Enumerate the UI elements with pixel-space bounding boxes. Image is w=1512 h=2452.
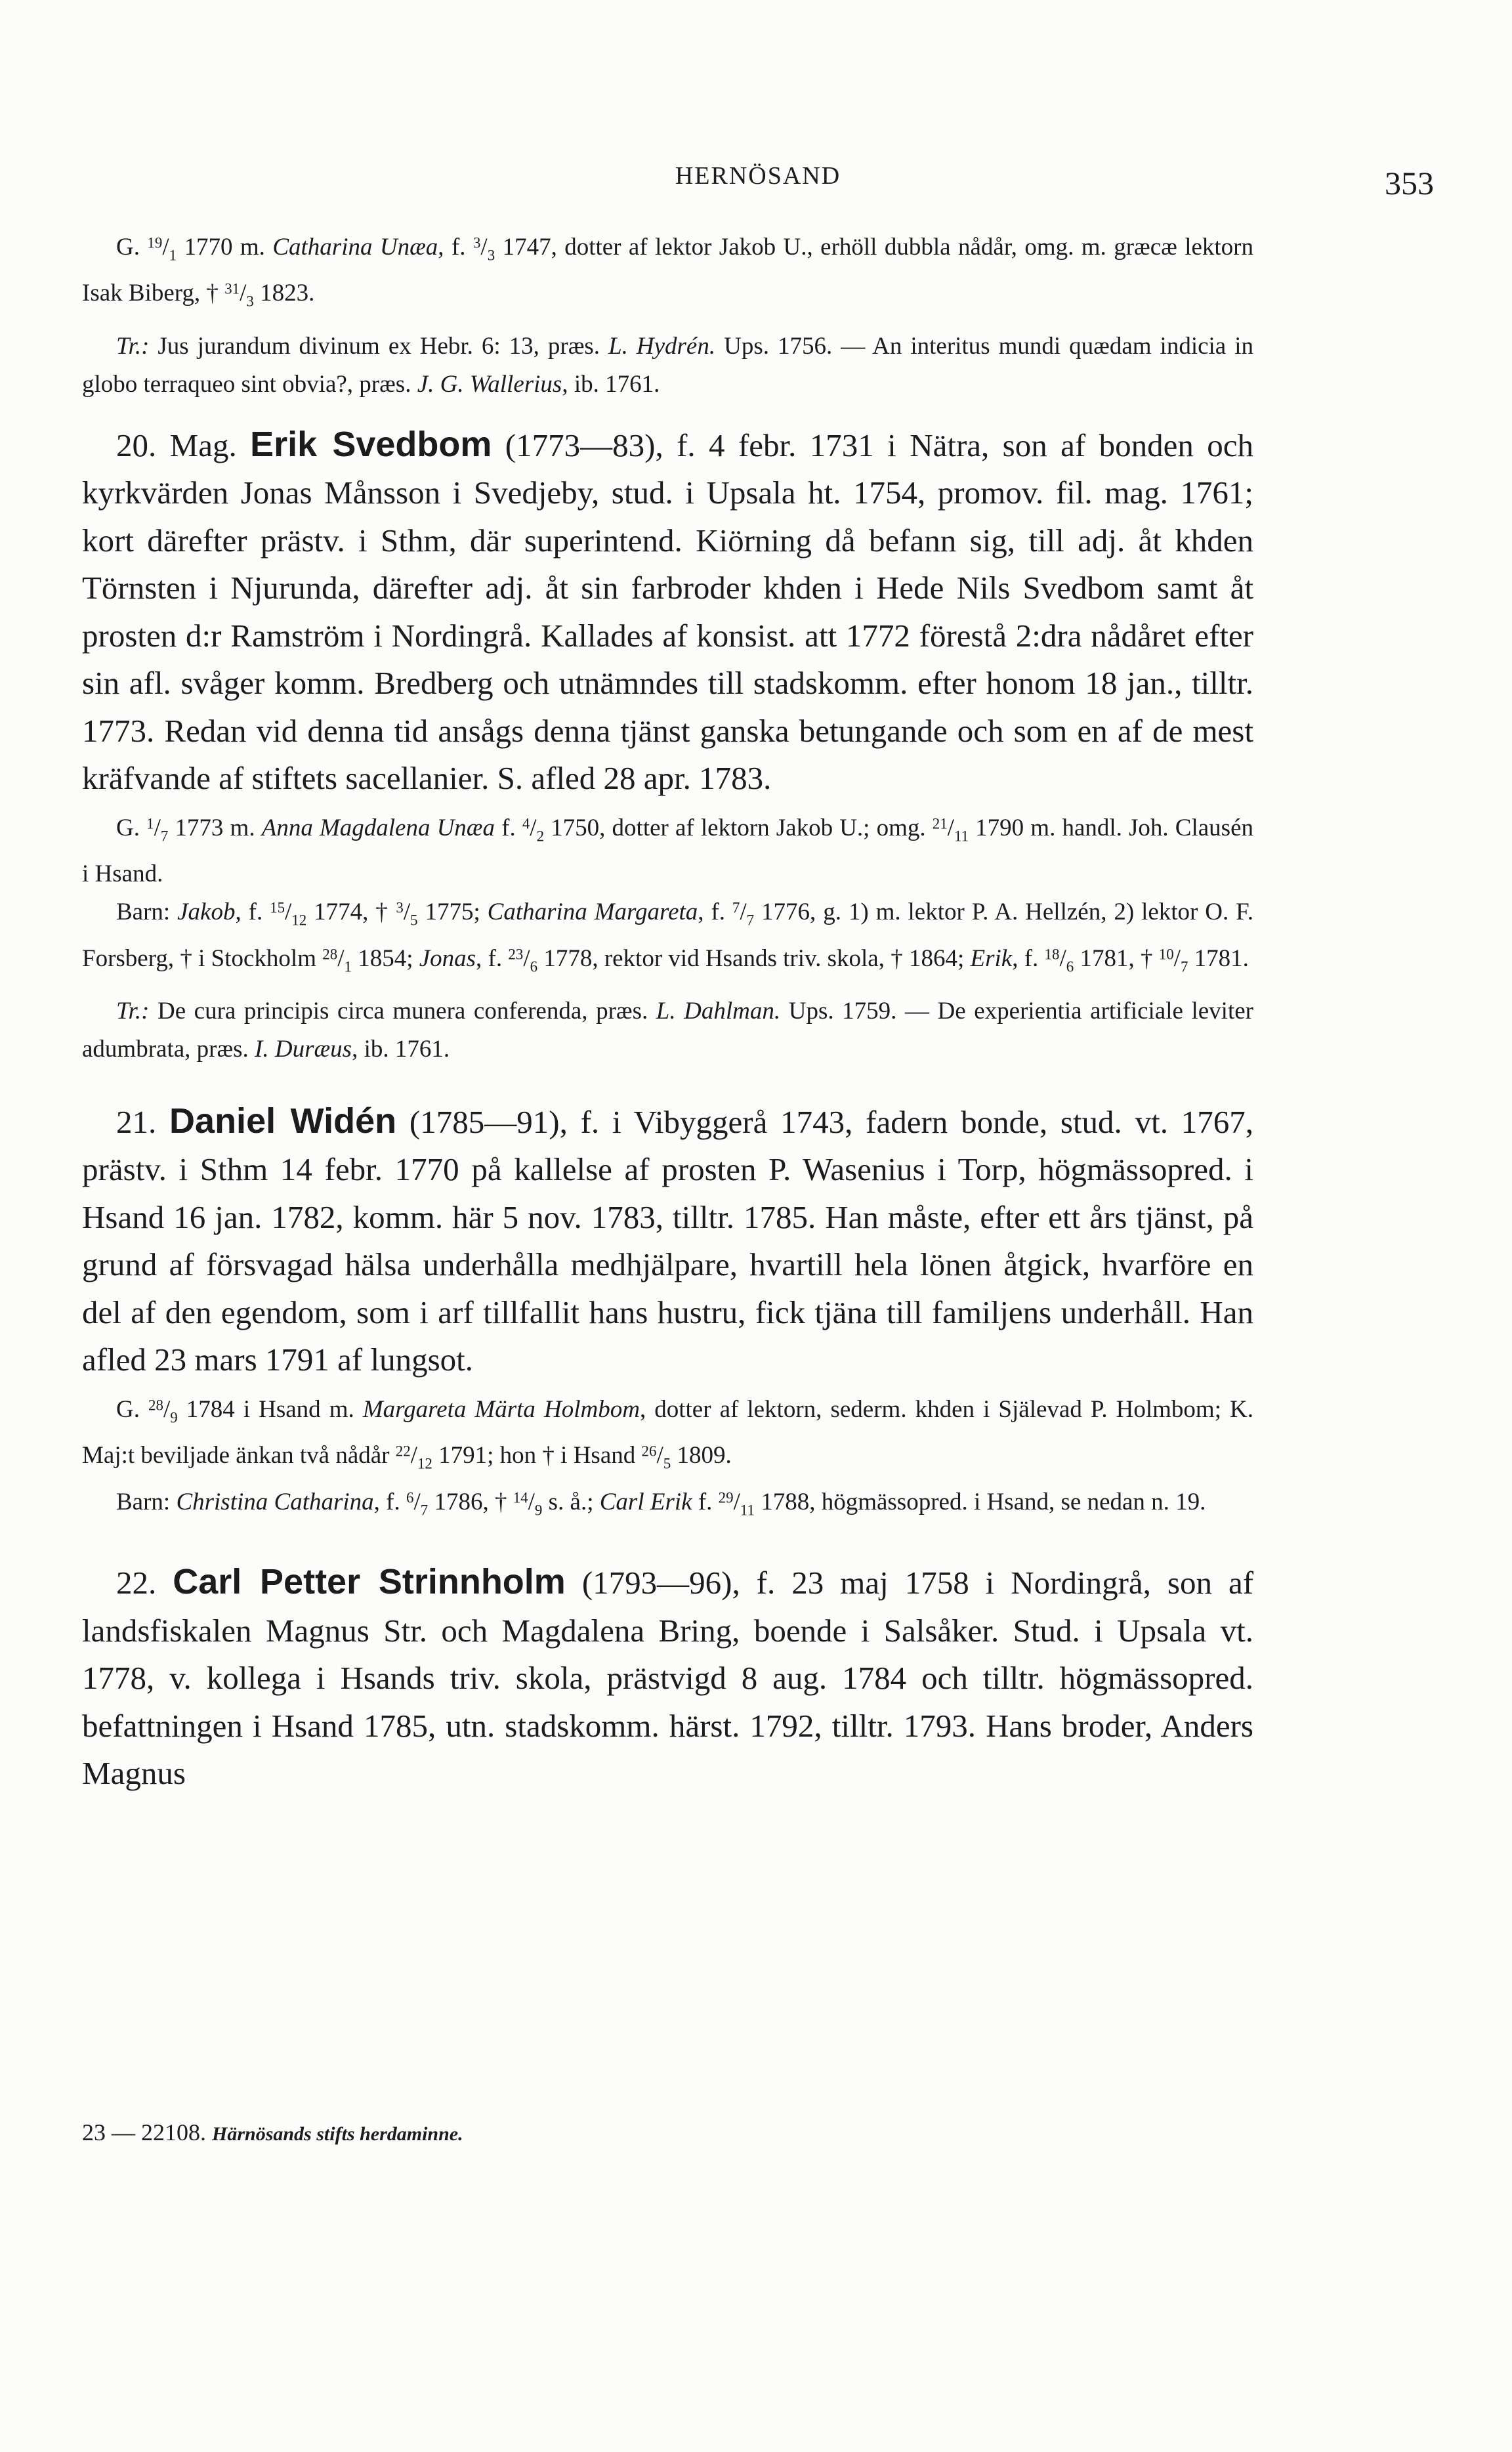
marriage-note: G. $^{19}/_1$ 1770 m. Catharina Unæa, f. $^3/_3$ 1747, dotter af lektor Jakob U., erhöll dubbla nådår, omg. m. græcæ lektorn Isak Biberg, † $^{31}/_3$ 1823. [82, 234, 1254, 310]
page-number: 353 [1385, 165, 1434, 201]
entry-21: 21. Daniel Widén (1785—91), f. i Vibyggerå 1743, fadern bonde, stud. vt. 1767, prästv. i Sthm 14 febr. 1770 på kallelse af prosten P. Wasenius i Torp, högmässopred. i Hsand 16 jan. 1782, komm. här 5 nov. 1783, tilltr. 1785. Han måste, efter ett års tjänst, på grund af försvagad hälsa underhålla medhjälpare, hvartill hela lönen åtgick, hvarföre en del af den egendom, som i arf tillfallit hans hustru, fick tjäna till familjens underhåll. Han afled 23 mars 1791 af lungsot. [82, 1101, 1253, 1378]
page-body [82, 228, 1253, 1798]
series-title: Härnösands stifts herdaminne. [212, 2123, 463, 2145]
marriage-note: G. $^1/_7$ 1773 m. Anna Magdalena Unæa f. $^4/_2$ 1750, dotter af lektorn Jakob U.; omg. $^{21}/_{11}$ 1790 m. handl. Joh. Clausén i Hsand. [82, 814, 1253, 888]
printer-signature: 23 — 22108. [82, 2119, 206, 2146]
page-footer [82, 2119, 463, 2146]
running-head [82, 161, 1434, 214]
works-note: Tr.: Jus jurandum divinum ex Hebr. 6: 13, præs. L. Hydrén. Ups. 1756. — An interitus mundi quædam indicia in globo terraqueo sint obvia?, præs. J. G. Wallerius, ib. 1761. [82, 332, 1254, 398]
entry-name: Daniel Widén [169, 1101, 397, 1141]
entry-22: 22. Carl Petter Strinnholm (1793—96), f. 23 maj 1758 i Nordingrå, son af landsfiskalen Magnus Str. och Magdalena Bring, boende i Salsåker. Stud. i Upsala vt. 1778, v. kollega i Hsands triv. skola, prästvigd 8 aug. 1784 och tilltr. högmässopred. befattningen i Hsand 1785, utn. stadskomm. härst. 1792, tilltr. 1793. Hans broder, Anders Magnus [82, 1562, 1254, 1792]
children-note: Barn: Jakob, f. $^{15}/_{12}$ 1774, † $^3/_5$ 1775; Catharina Margareta, f. $^7/_7$ 1776, g. 1) m. lektor P. A. Hellzén, 2) lektor O. F. Forsberg, † i Stockholm $^{28}/_1$ 1854; Jonas, f. $^{23}/_6$ 1778, rektor vid Hsands triv. skola, † 1864; Erik, f. $^{18}/_6$ 1781, † $^{10}/_7$ 1781. [82, 898, 1254, 975]
entry-name: Carl Petter Strinnholm [173, 1562, 566, 1602]
children-note: Barn: Christina Catharina, f. $^6/_7$ 1786, † $^{14}/_9$ s. å.; Carl Erik f. $^{29}/_{11}$ 1788, högmässopred. i Hsand, se nedan n. 19. [116, 1488, 1206, 1519]
marriage-note: G. $^{28}/_9$ 1784 i Hsand m. Margareta Märta Holmbom, dotter af lektorn, sederm. khden i Själevad P. Holmbom; K. Maj:t beviljade änkan två nådår $^{22}/_{12}$ 1791; hon † i Hsand $^{26}/_5$ 1809. [82, 1395, 1254, 1472]
works-note: Tr.: De cura principis circa munera conferenda, præs. L. Dahlman. Ups. 1759. — De experientia artificiale leviter adumbrata, præs. I. Duræus, ib. 1761. [82, 997, 1253, 1063]
entry-name: Erik Svedbom [250, 424, 492, 464]
entry-20: 20. Mag. Erik Svedbom (1773—83), f. 4 febr. 1731 i Nätra, son af bonden och kyrkvärden Jonas Månsson i Svedjeby, stud. i Upsala ht. 1754, promov. fil. mag. 1761; kort därefter prästv. i Sthm, där superintend. Kiörning då befann sig, till adj. åt khden Törnsten i Njurunda, därefter adj. åt sin farbroder khden i Hede Nils Svedbom samt åt prosten d:r Ramström i Nordingrå. Kallades af konsist. att 1772 förestå 2:dra nådåret efter sin afl. svåger komm. Bredberg och utnämndes till stadskomm. efter honom 18 jan., tilltr. 1773. Redan vid denna tid ansågs denna tjänst ganska betungande och som en af de mest kräfvande af stiftets sacellanier. S. afled 28 apr. 1783. [82, 424, 1253, 797]
running-title: HERNÖSAND [675, 162, 841, 190]
